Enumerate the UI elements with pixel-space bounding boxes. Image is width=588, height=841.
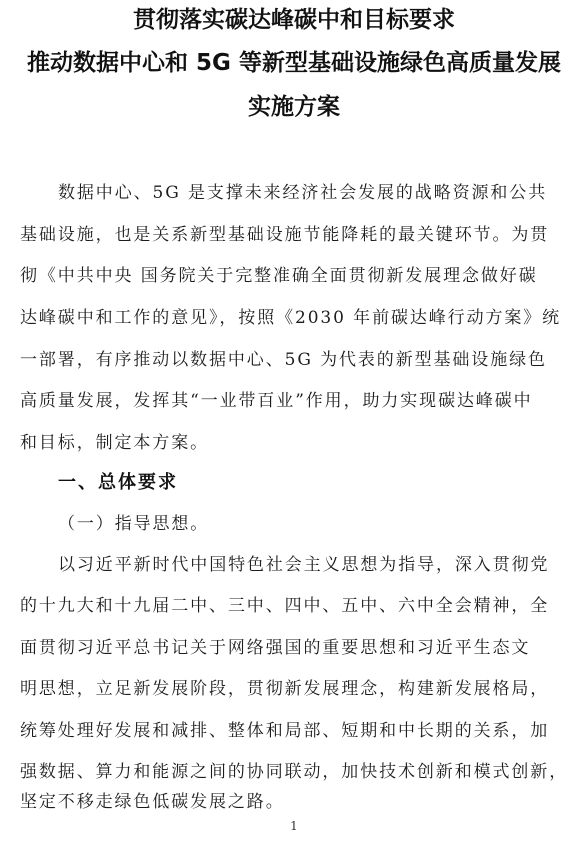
intro-paragraph-line: 数据中心、5G 是支撑未来经济社会发展的战略资源和公共 (58, 183, 548, 203)
intro-paragraph-line: 一部署，有序推动以数据中心、5G 为代表的新型基础设施绿色 (20, 350, 547, 370)
guiding-paragraph-line: 强数据、算力和能源之间的协同联动，加快技术创新和模式创新， (20, 762, 569, 782)
document-title-line-3: 实施方案 (248, 94, 340, 120)
intro-paragraph-line: 基础设施，也是关系新型基础设施节能降耗的最关键环节。为贯 (20, 225, 550, 245)
page-number: 1 (290, 819, 298, 833)
intro-paragraph-line: 达峰碳中和工作的意见》，按照《2030 年前碳达峰行动方案》统 (20, 308, 562, 328)
intro-paragraph-line: 彻《中共中央 国务院关于完整准确全面贯彻新发展理念做好碳 (20, 266, 538, 286)
guiding-paragraph-line: 统筹处理好发展和减排、整体和局部、短期和中长期的关系，加 (20, 721, 550, 741)
section-heading: 一、总体要求 (58, 472, 178, 493)
document-title-line-1: 贯彻落实碳达峰碳中和目标要求 (133, 7, 455, 33)
guiding-paragraph-line: 明思想，立足新发展阶段，贯彻新发展理念，构建新发展格局， (20, 679, 550, 699)
subsection-heading: （一）指导思想。 (58, 514, 210, 534)
intro-paragraph-line: 高质量发展，发挥其“一业带百业”作用，助力实现碳达峰碳中 (20, 391, 533, 411)
guiding-paragraph-line: 面贯彻习近平总书记关于网络强国的重要思想和习近平生态文 (20, 638, 531, 658)
guiding-paragraph-line: 坚定不移走绿色低碳发展之路。 (20, 792, 285, 812)
document-title-line-2: 推动数据中心和 5G 等新型基础设施绿色高质量发展 (27, 50, 561, 76)
guiding-paragraph-line: 的十九大和十九届二中、三中、四中、五中、六中全会精神，全 (20, 596, 550, 616)
guiding-paragraph-line: 以习近平新时代中国特色社会主义思想为指导，深入贯彻党 (58, 555, 550, 575)
intro-paragraph-line: 和目标，制定本方案。 (20, 433, 209, 453)
